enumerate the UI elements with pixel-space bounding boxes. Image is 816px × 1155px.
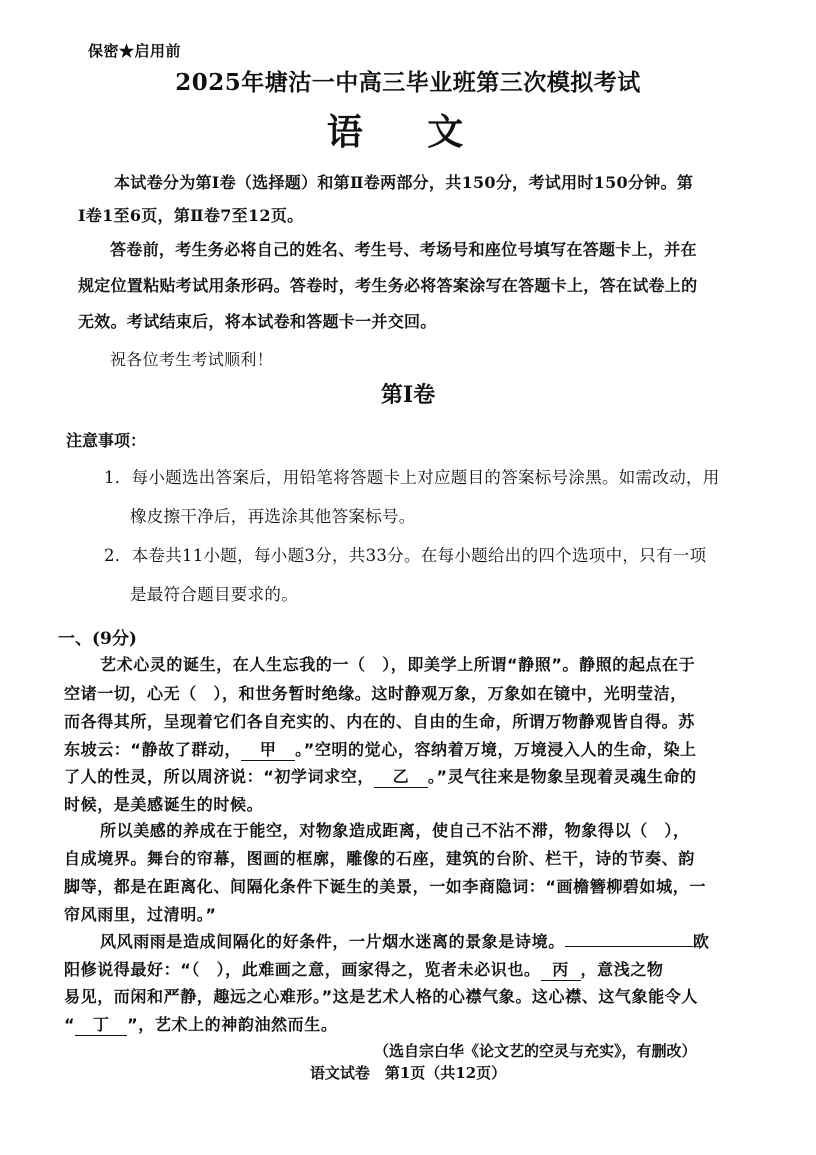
passage-line: 空诸一切，心无（ ），和世务暂时绝缘。这时静观万象，万象如在镜中，光明莹洁，: [64, 684, 687, 703]
passage-line: [64, 764, 697, 788]
passage-line: 易见，而闲和严静，趣远之心难形。”这是艺术人格的心襟气象。这心襟、这气象能令人: [64, 987, 698, 1006]
section-heading: 一、(9分): [58, 629, 137, 649]
blank-bing: 丙: [541, 957, 581, 981]
intro-line: 规定位置粘贴考试用条形码。答卷时，考生务必将答案涂写在答题卡上，答在试卷上的: [78, 276, 698, 295]
intro-line: Ⅰ卷1至6页，第Ⅱ卷7至12页。: [78, 206, 304, 225]
wish-line: 祝各位考生考试顺利！: [110, 350, 274, 369]
passage-text: 了人的性灵，所以周济说：“初学词求空，: [64, 767, 374, 786]
blank-yi: 乙: [374, 764, 428, 788]
passage-line: 帘风雨里，过清明。”: [64, 905, 217, 924]
passage-text: ，意浅之物: [580, 960, 664, 979]
page-footer: 语文试卷 第1页（共12页）: [309, 1064, 507, 1082]
passage-line: [64, 1012, 337, 1036]
passage-text: 东坡云：“静故了群动，: [64, 740, 242, 759]
intro-line: 本试卷分为第Ⅰ卷（选择题）和第Ⅱ卷两部分，共150分，考试用时150分钟。第: [114, 173, 694, 192]
notice-item: 是最符合题目要求的。: [130, 585, 298, 604]
intro-line: 无效。考试结束后，将本试卷和答题卡一并交回。: [78, 312, 437, 331]
passage-line: 艺术心灵的诞生，在人生忘我的一（ ），即美学上所谓“静照”。静照的起点在于: [100, 655, 696, 674]
passage-text: 。”灵气往来是物象呈现着灵魂生命的: [427, 767, 697, 786]
passage-line: 所以美感的养成在于能空，对物象造成距离，使自己不沾不滞，物象得以（ ），: [100, 821, 690, 840]
intro-line: 答卷前，考生务必将自己的姓名、考生号、考场号和座位号填写在答题卡上，并在: [110, 240, 697, 259]
passage-text: 欧: [692, 932, 710, 951]
confidential-label: 保密★启用前: [88, 42, 182, 60]
subject-title: 语 文: [326, 111, 490, 153]
notice-heading: 注意事项：: [66, 431, 147, 450]
exam-title: 2025年塘沽一中高三毕业班第三次模拟考试: [175, 69, 641, 96]
passage-line: 而各得其所，呈现着它们各自充实的、内在的、自由的生命，所谓万物静观皆自得。苏: [64, 712, 695, 731]
passage-line: 时候，是美感诞生的时候。: [64, 795, 264, 814]
passage-text: 阳修说得最好：“（ ），此难画之意，画家得之，览者未必识也。: [64, 960, 541, 979]
passage-line: 自成境界。舞台的帘幕，图画的框廓，雕像的石座，建筑的台阶、栏干，诗的节奏、韵: [64, 849, 695, 868]
passage-line: 脚等，都是在距离化、间隔化条件下诞生的美景，一如李商隐词：“画檐簪柳碧如城，一: [64, 877, 706, 896]
blank-ding: 丁: [75, 1012, 127, 1036]
passage-line: [100, 929, 709, 952]
passage-line: [64, 737, 697, 761]
notice-item: 橡皮擦干净后，再选涂其他答案标号。: [130, 507, 416, 526]
passage-text: “: [64, 1015, 76, 1034]
blank-jia: 甲: [241, 737, 295, 761]
source-citation: （选自宗白华《论文艺的空灵与充实》，有删改）: [374, 1042, 697, 1060]
notice-item: 1．每小题选出答案后，用铅笔将答题卡上对应题目的答案标号涂黑。如需改动，用: [104, 468, 720, 487]
blank-long: [565, 946, 693, 947]
passage-text: 风风雨雨是造成间隔化的好条件，一片烟水迷离的景象是诗境。: [100, 932, 565, 951]
passage-text: ”，艺术上的神韵油然而生。: [127, 1015, 338, 1034]
notice-item: 2．本卷共11小题，每小题3分，共33分。在每小题给出的四个选项中，只有一项: [104, 546, 707, 565]
volume-title: 第Ⅰ卷: [380, 382, 436, 408]
passage-text: 。”空明的觉心，容纳着万境，万境浸入人的生命，染上: [295, 740, 697, 759]
passage-line: [64, 957, 664, 981]
